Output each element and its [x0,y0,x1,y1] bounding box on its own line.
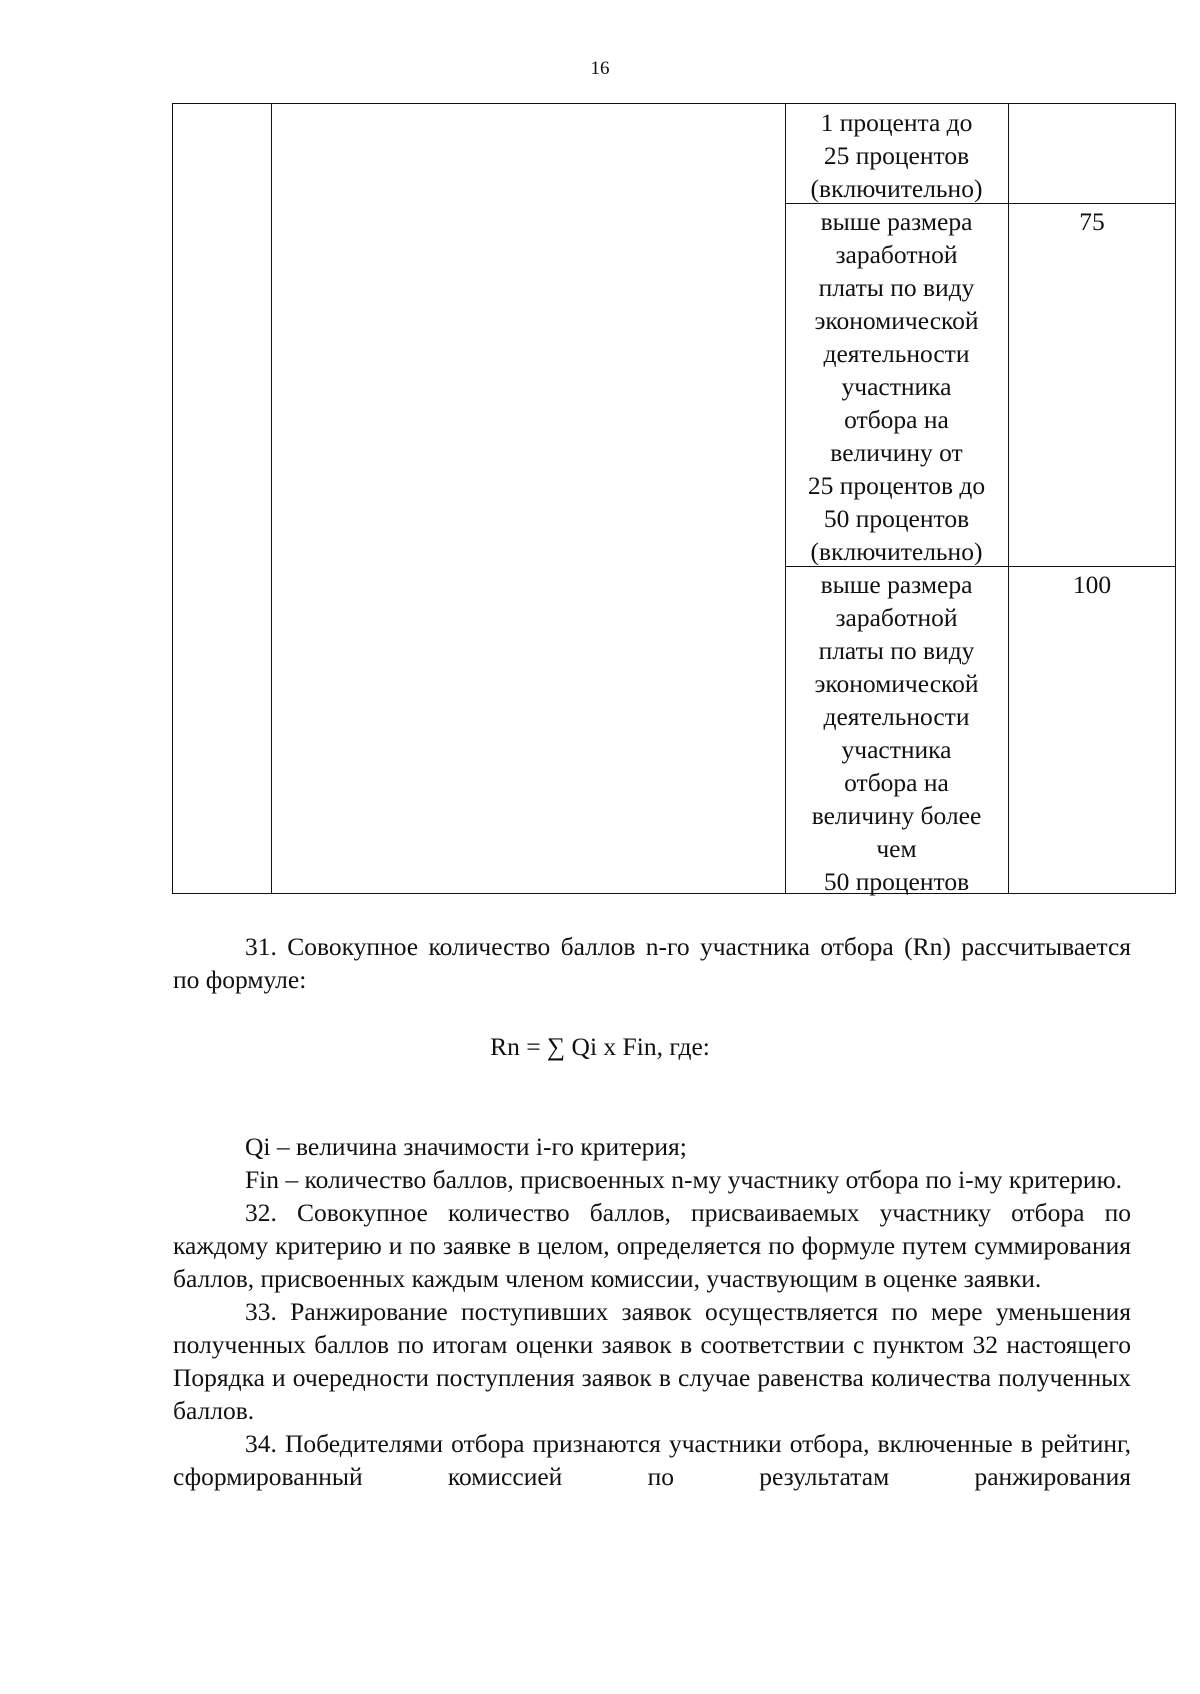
body-text-block [173,1130,1131,1493]
table-row-2-criterion: выше размера заработной платы по виду экономической деятельности участника отбора на величину от 25 процентов до 50 процентов (включительно) [807,207,986,566]
paragraph-34: 34. Победителями отбора признаются участники отбора, включенные в рейтинг, сформированный комиссией по результатам ранжирования [173,1429,1131,1491]
criteria-table [172,103,1176,894]
column-divider-1 [271,104,272,893]
definition-qi: Qi – величина значимости i-го критерия; [245,1132,687,1161]
table-row-3-score: 100 [1072,570,1112,599]
paragraph-33: 33. Ранжирование поступивших заявок осуществляется по мере уменьшения полученных баллов по итогам оценки заявок в соответствии с пунктом 32 настоящего Порядка и очередности поступления заявок в случае равенства количества полученных баллов. [173,1297,1131,1425]
definition-fin: Fin – количество баллов, присвоенных n-му участнику отбора по i-му критерию. [245,1165,1122,1194]
table-row-1-criterion: 1 процента до 25 процентов (включительно) [810,108,983,203]
page-number: 16 [590,58,610,79]
formula: Rn = ∑ Qi x Fin, где: [490,1032,710,1061]
paragraph-31-block [173,930,1131,996]
table-row-2-score: 75 [1079,207,1105,236]
paragraph-32: 32. Совокупное количество баллов, присваиваемых участнику отбора по каждому критерию и по заявке в целом, определяется по формуле путем суммирования баллов, присвоенных каждым членом комиссии, участвующим в оценке заявки. [173,1198,1131,1293]
paragraph-31: 31. Совокупное количество баллов n-го участника отбора (Rn) рассчитывается по формуле: [173,932,1131,994]
table-row-3-criterion: выше размера заработной платы по виду экономической деятельности участника отбора на величину более чем 50 процентов [811,570,982,896]
